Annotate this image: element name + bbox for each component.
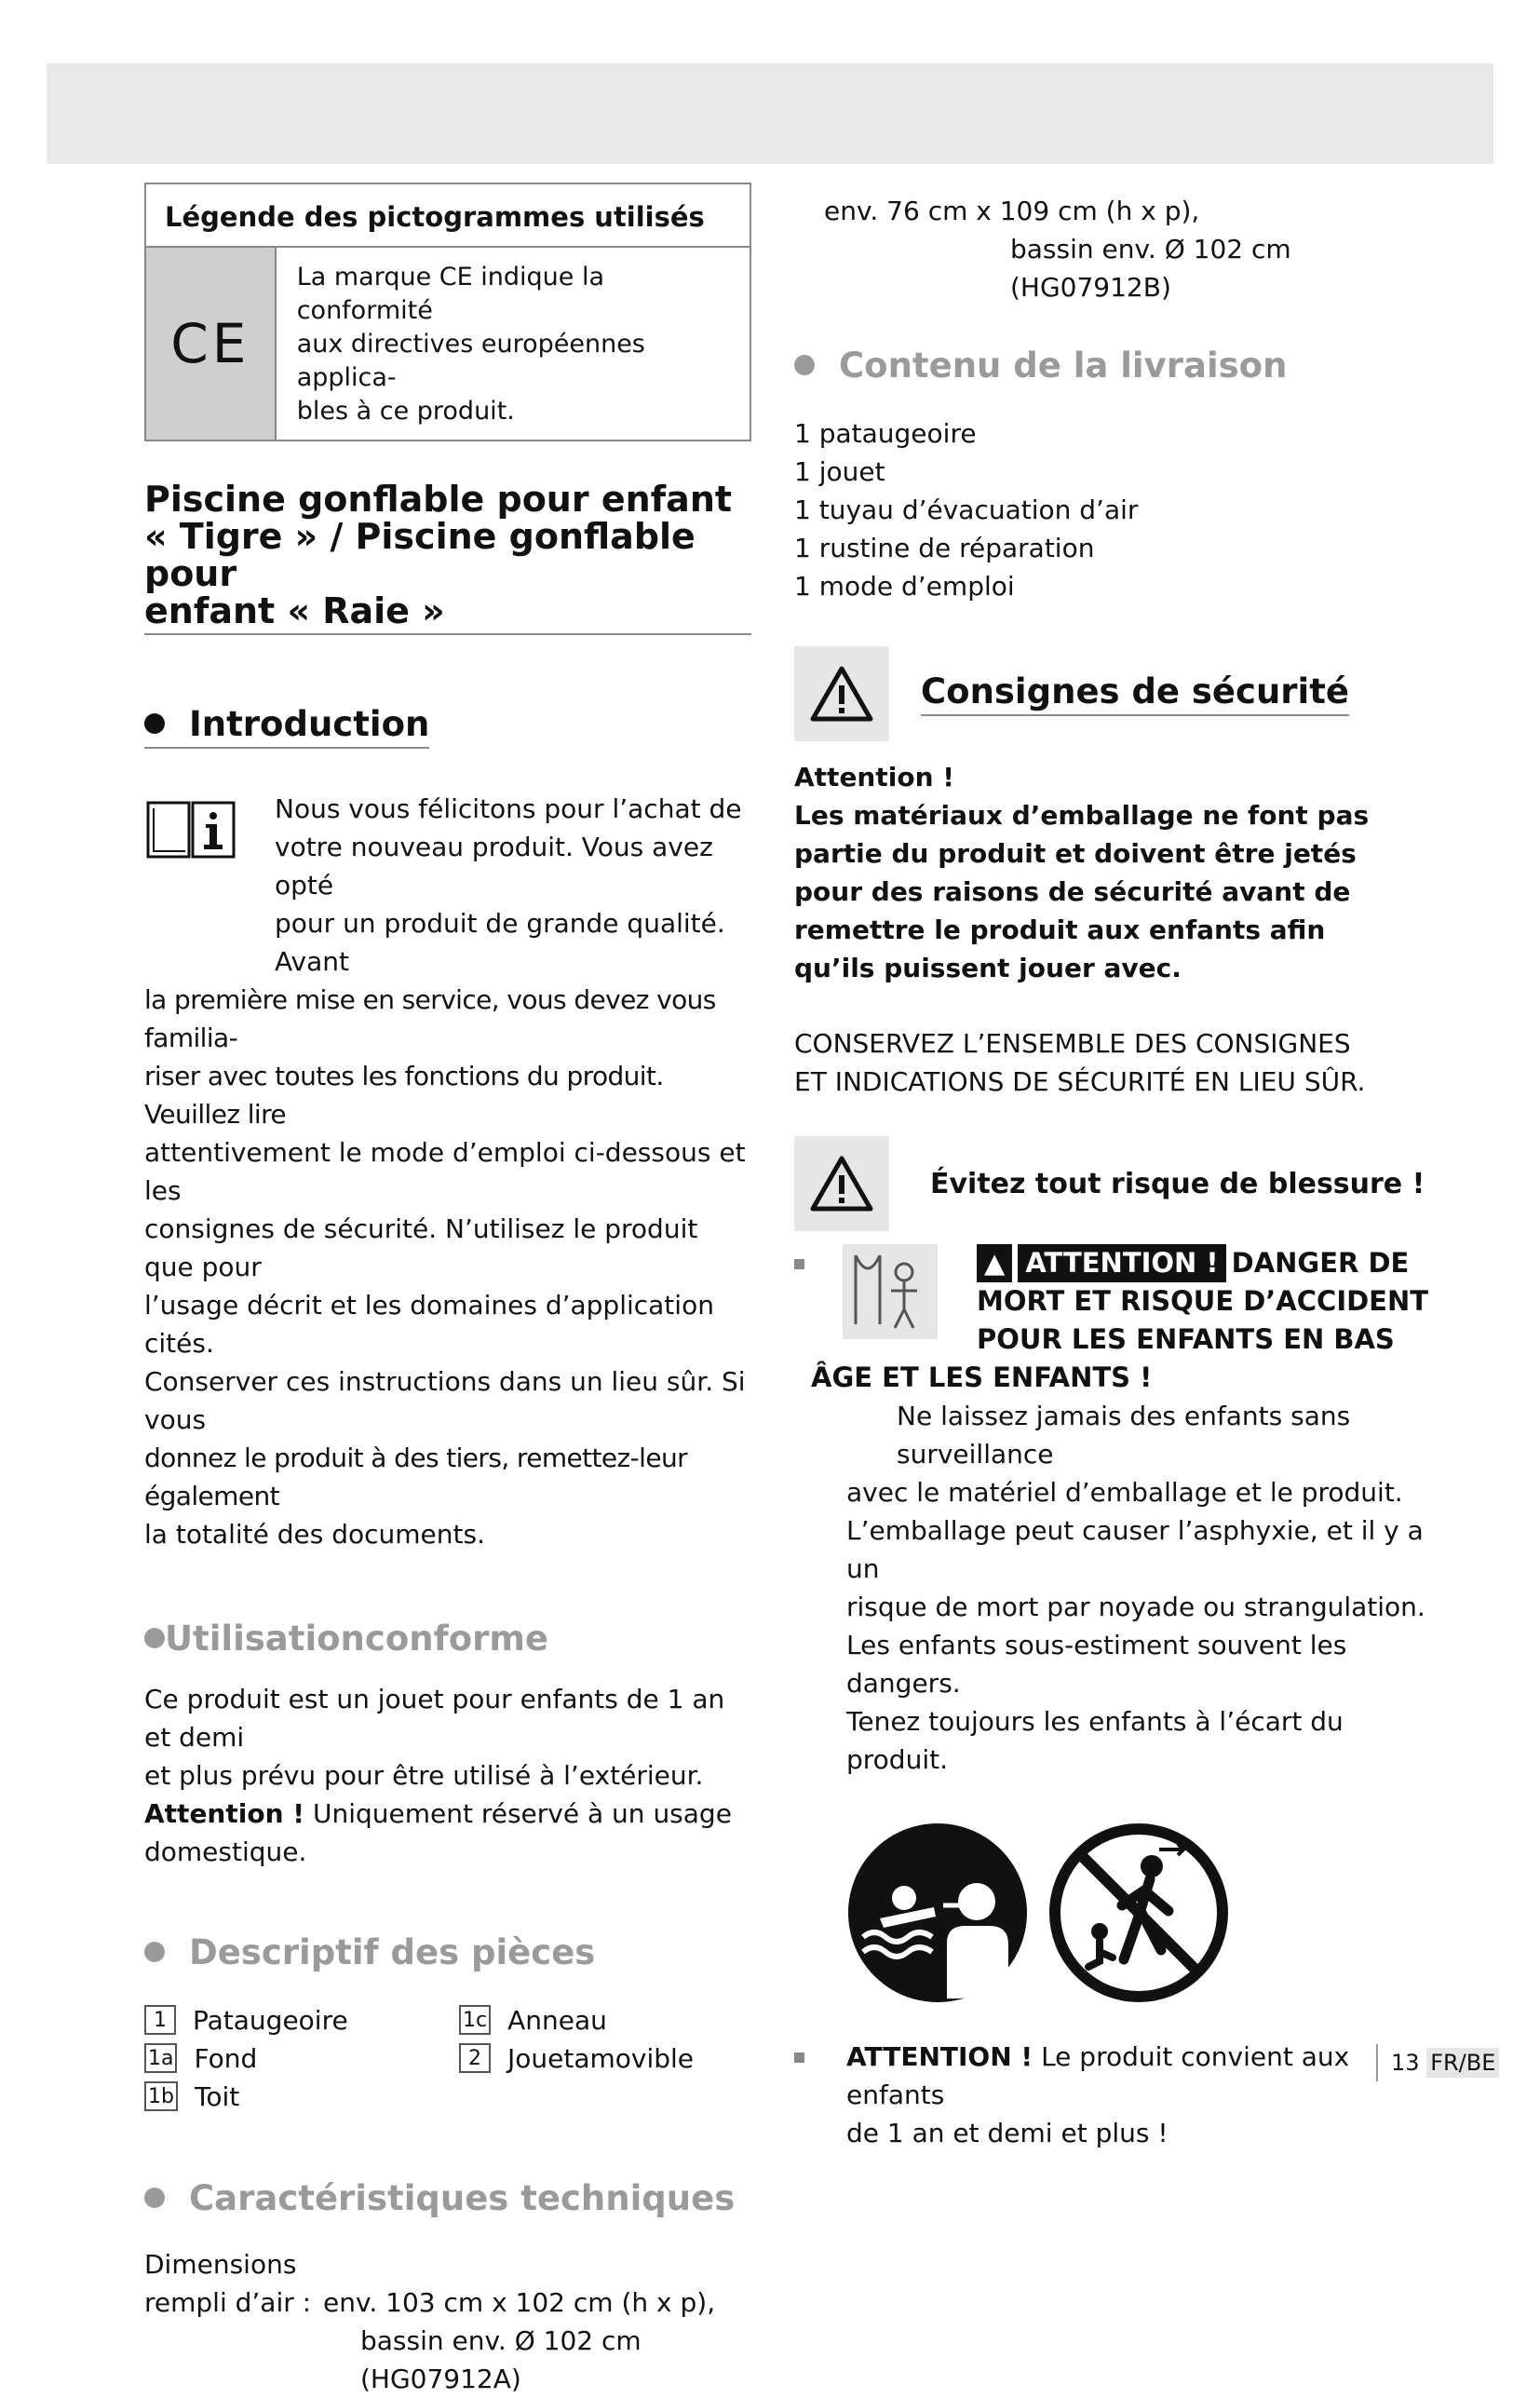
intro-line: attentivement le mode d’emploi ci-dessous et les — [144, 1137, 746, 1206]
usage-line: domestique. — [144, 1836, 307, 1867]
safety-line: Les matériaux d’emballage ne font pas — [794, 800, 1370, 831]
part-label: Jouetamovible — [507, 2042, 695, 2074]
legend-ce-line: La marque CE indique la conformité — [296, 263, 605, 325]
spec-value: (HG07912B) — [1010, 272, 1171, 303]
child-danger-warning — [794, 1244, 1446, 1779]
locale-label: FR/BE — [1426, 2048, 1499, 2078]
child-packaging-icon — [843, 1244, 938, 1339]
specs-heading — [144, 2178, 735, 2219]
delivery-heading-text: Contenu de la livraison — [839, 345, 1288, 386]
intro-line: la première mise en service, vous devez vous familia- — [144, 984, 716, 1053]
bullet-dot-icon — [144, 1942, 165, 1962]
spec-value: env. 76 cm x 109 cm (h x p), — [824, 196, 1200, 226]
book-info-icon — [144, 797, 237, 862]
parts-list — [144, 2003, 751, 2119]
part-item — [144, 2003, 348, 2037]
danger-badge: ATTENTION ! — [1018, 1244, 1225, 1282]
product-title — [144, 481, 751, 635]
bullet-dot-icon — [144, 1628, 165, 1648]
square-bullet-icon — [794, 2053, 804, 2063]
usage-attention: Attention ! — [144, 1798, 305, 1829]
part-number: 1c — [459, 2005, 491, 2035]
spec-row — [144, 2283, 751, 2322]
part-number: 1b — [144, 2081, 178, 2111]
part-item — [144, 2041, 257, 2075]
safety-heading-row — [794, 646, 1446, 741]
danger-line: ÂGE ET LES ENFANTS ! — [811, 1362, 1153, 1393]
parts-heading — [144, 1932, 595, 1973]
age-attention: ATTENTION ! — [846, 2041, 1033, 2072]
intro-line: riser avec toutes les fonctions du produit. Veuillez lire — [144, 1061, 664, 1130]
list-item: 1 mode d’emploi — [794, 571, 1015, 602]
spec-value: env. 103 cm x 102 cm (h x p), — [323, 2287, 716, 2318]
intro-line: Nous vous félicitons pour l’achat de — [275, 793, 742, 824]
danger-body-line: Tenez toujours les enfants à l’écart du produit. — [846, 1706, 1344, 1775]
usage-line — [144, 1795, 751, 1833]
part-item — [459, 2041, 694, 2075]
legend-row-ce — [146, 248, 750, 440]
legend-ce-text — [277, 248, 750, 440]
introduction-heading — [144, 704, 429, 749]
list-item: 1 pataugeoire — [794, 418, 977, 449]
usage-text — [144, 1680, 751, 1871]
legend-heading: Légende des pictogrammes utilisés — [146, 184, 750, 248]
introduction-text — [144, 790, 751, 1553]
part-item — [144, 2080, 239, 2113]
no-leaving-child-icon — [1047, 1822, 1230, 2004]
safety-line: pour des raisons de sécurité avant de — [794, 876, 1351, 907]
bullet-dot-icon — [144, 2188, 165, 2208]
warning-triangle-icon — [794, 646, 889, 741]
product-title-line: enfant « Raie » — [144, 590, 445, 631]
usage-heading — [144, 1619, 548, 1660]
danger-body-line: avec le matériel d’emballage et le produit. — [846, 1477, 1403, 1508]
injury-heading: Évitez tout risque de blessure ! — [930, 1167, 1425, 1200]
danger-body — [794, 1397, 1446, 1779]
pictogram-row — [794, 1822, 1446, 2004]
usage-heading-text: Utilisationconforme — [165, 1619, 549, 1659]
intro-line: Conserver ces instructions dans un lieu sûr. Si vous — [144, 1366, 746, 1435]
danger-line: POUR LES ENFANTS EN BAS — [977, 1323, 1395, 1355]
intro-line: votre nouveau produit. Vous avez opté — [275, 832, 713, 901]
intro-line: donnez le produit à des tiers, remettez-leur également — [144, 1443, 688, 1511]
list-item: 1 jouet — [794, 456, 885, 487]
danger-line — [977, 1244, 1446, 1282]
list-item: 1 rustine de réparation — [794, 533, 1095, 563]
safety-attention: Attention ! — [794, 762, 955, 793]
safety-keep-line: CONSERVEZ L’ENSEMBLE DES CONSIGNES — [794, 1028, 1351, 1059]
parts-heading-text: Descriptif des pièces — [189, 1932, 596, 1972]
age-line-rest: Le produit convient aux enfants — [846, 2041, 1350, 2110]
safety-heading: Consignes de sécurité — [921, 671, 1349, 716]
safety-line: remettre le produit aux enfants afin — [794, 914, 1326, 945]
specs-dimensions-label: Dimensions — [144, 2249, 297, 2280]
ce-mark-icon — [146, 248, 277, 440]
part-number: 1a — [144, 2043, 177, 2073]
danger-line: MORT ET RISQUE D’ACCIDENT — [977, 1285, 1429, 1317]
danger-body-line: L’emballage peut causer l’asphyxie, et il y a un — [846, 1515, 1424, 1584]
usage-line: et plus prévu pour être utilisé à l’extérieur. — [144, 1760, 704, 1791]
intro-line: la totalité des documents. — [144, 1519, 485, 1550]
pictogram-legend — [144, 183, 751, 441]
square-bullet-icon — [794, 1259, 804, 1269]
usage-line: Ce produit est un jouet pour enfants de 1 an et demi — [144, 1684, 725, 1753]
introduction-heading-text: Introduction — [189, 704, 430, 744]
legend-ce-line: bles à ce produit. — [296, 397, 515, 426]
list-item: 1 tuyau d’évacuation d’air — [794, 495, 1139, 525]
legend-ce-line: aux directives européennes applica- — [296, 330, 645, 392]
page-number: 13 — [1391, 2050, 1420, 2076]
intro-line: consignes de sécurité. N’utilisez le produit que pour — [144, 1213, 698, 1282]
safety-keep-line: ET INDICATIONS DE SÉCURITÉ EN LIEU SÛR. — [794, 1066, 1366, 1097]
product-title-line: Piscine gonflable pour enfant — [144, 479, 733, 520]
delivery-list — [794, 414, 1446, 605]
safety-packaging-warning — [794, 758, 1446, 987]
warning-triangle-icon — [794, 1136, 889, 1231]
spec-inflated-label: rempli d’air : — [144, 2287, 312, 2318]
delivery-heading — [794, 345, 1287, 386]
specs-block — [144, 2245, 751, 2398]
injury-heading-row — [794, 1136, 1446, 1231]
spec-value: bassin env. Ø 102 cm — [1010, 234, 1291, 264]
part-label: Anneau — [507, 2004, 607, 2036]
age-line: de 1 an et demi et plus ! — [846, 2118, 1169, 2148]
part-label: Pataugeoire — [193, 2004, 348, 2036]
part-item — [459, 2003, 607, 2037]
age-warning — [794, 2038, 1446, 2152]
supervise-child-pool-icon — [846, 1822, 1029, 2004]
intro-line: l’usage décrit et les domaines d’application cités. — [144, 1290, 714, 1359]
safety-keep-instructions — [794, 1024, 1446, 1101]
header-band — [47, 63, 1493, 164]
page-footer — [1376, 2044, 1499, 2081]
left-column — [144, 183, 751, 2398]
part-number: 2 — [459, 2043, 491, 2073]
bullet-dot-icon — [144, 713, 165, 734]
footer-divider — [1376, 2044, 1378, 2081]
age-line — [794, 2038, 1446, 2114]
part-label: Fond — [194, 2042, 258, 2074]
part-label: Toit — [194, 2080, 240, 2112]
part-number: 1 — [144, 2005, 176, 2035]
spec-value: bassin env. Ø 102 cm — [360, 2325, 642, 2356]
usage-line-rest: Uniquement réservé à un usage — [304, 1798, 732, 1829]
intro-line: pour un produit de grande qualité. Avant — [275, 908, 725, 977]
danger-body-line: risque de mort par noyade ou strangulation. — [846, 1592, 1425, 1622]
danger-triangle-icon: ▲ — [977, 1244, 1012, 1282]
danger-body-line: Les enfants sous-estiment souvent les dangers. — [846, 1630, 1347, 1699]
specs-heading-text: Caractéristiques techniques — [189, 2178, 736, 2218]
danger-line-text: DANGER DE — [1231, 1247, 1410, 1279]
bullet-dot-icon — [794, 355, 815, 375]
danger-body-line: Ne laissez jamais des enfants sans surveillance — [897, 1401, 1351, 1470]
safety-line: partie du produit et doivent être jetés — [794, 838, 1357, 869]
ce-mark-glyph: CE — [170, 312, 250, 375]
right-column — [794, 192, 1446, 2152]
safety-line: qu’ils puissent jouer avec. — [794, 953, 1182, 983]
product-title-line: « Tigre » / Piscine gonflable pour — [144, 516, 696, 594]
spec-value: (HG07912A) — [360, 2364, 521, 2394]
